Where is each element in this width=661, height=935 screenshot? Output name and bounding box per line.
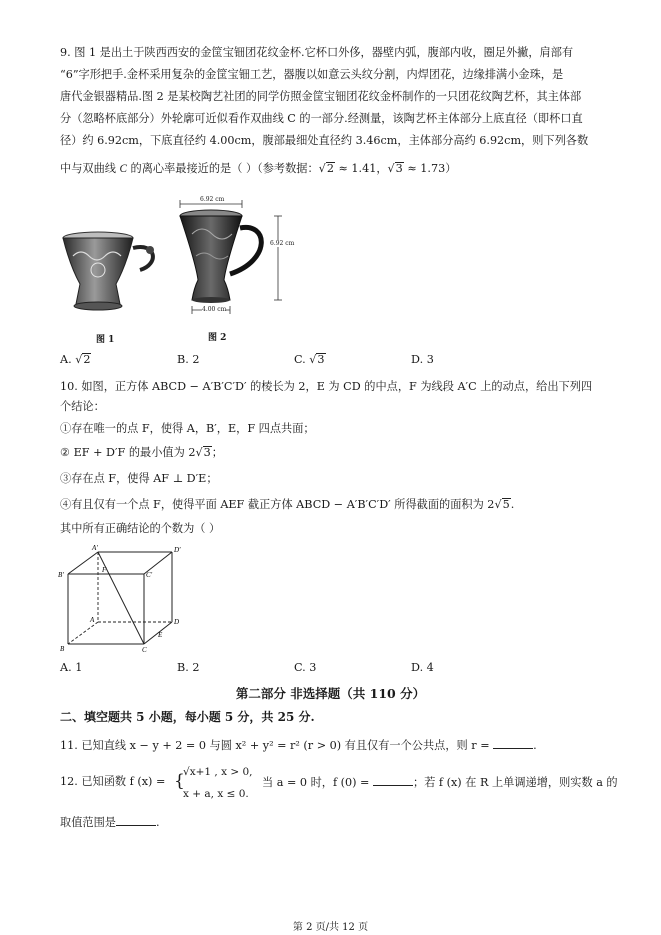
dimension-top: 6.92 cm xyxy=(200,196,225,203)
q10-option-a: A. 1 xyxy=(60,661,83,674)
gold-cup-photo-figure-1 xyxy=(58,226,170,336)
q12-line-2: 取值范围是 . xyxy=(60,816,160,829)
q10-statement-2: ② EF + D′F 的最小值为 2√3； xyxy=(60,446,223,459)
page-footer: 第 2 页/共 12 页 xyxy=(292,922,369,933)
cube-figure xyxy=(58,544,188,654)
label-d1: D′ xyxy=(174,546,181,554)
q12-answer-blank-1[interactable] xyxy=(373,775,413,786)
q10-statement-3: ③存在点 F，使得 AF ⊥ D′E； xyxy=(60,472,218,485)
edge-ab xyxy=(68,622,98,644)
figure-2-caption: 图 2 xyxy=(208,333,227,343)
edge-b1a1 xyxy=(68,552,98,574)
label-b: B xyxy=(60,645,65,653)
part2-title: 第二部分 非选择题（共 110 分） xyxy=(235,686,426,701)
label-c1: C′ xyxy=(146,571,153,579)
q10-statement-4: ④有且仅有一个点 F，使得平面 AEF 截正方体 ABCD − A′B′C′D′ 所得截面的面积为 2√5. xyxy=(60,498,515,511)
label-d: D xyxy=(174,618,180,626)
label-a: A xyxy=(90,616,95,624)
q12-answer-blank-2[interactable] xyxy=(116,815,156,826)
q11-text: 11. 已知直线 x − y + 2 = 0 与圆 x² + y² = r² (r > 0) 有且仅有一个公共点，则 r = . xyxy=(60,739,537,752)
q10-option-b: B. 2 xyxy=(177,661,200,674)
q9-line-4: 分（忽略杯底部分）外轮廓可近似看作双曲线 C 的一部分.经测量，该陶艺杯主体部分上底直径（即杯口直 xyxy=(60,112,583,125)
q10-option-d: D. 4 xyxy=(411,661,434,674)
q12-text: 12. 已知函数 f (x) = xyxy=(60,775,166,788)
q12-case-2: x + a, x ≤ 0. xyxy=(183,788,249,800)
dimension-bottom: 4.00 cm xyxy=(202,306,227,313)
q9-option-d: D. 3 xyxy=(411,353,434,366)
q9-line-2: “6”字形把手.金杯采用复杂的金筐宝钿工艺，器腹以如意云头纹分割，内焊团花，边缘排满小金珠，是 xyxy=(60,68,564,81)
q9-option-a: A. √2 xyxy=(60,353,91,366)
label-a1: A′ xyxy=(92,544,98,552)
dimension-right: 6.92 cm xyxy=(270,240,295,247)
q9-line-5: 径）约 6.92cm，下底直径约 4.00cm，腹部最细处直径约 3.46cm，主体部分高约 6.92cm，则下列各数 xyxy=(60,134,589,147)
label-c: C xyxy=(142,646,147,654)
label-f: F xyxy=(102,566,107,574)
q11-answer-blank[interactable] xyxy=(493,738,533,749)
q9-option-b: B. 2 xyxy=(177,353,200,366)
section2-title: 二、填空题共 5 小题，每小题 5 分，共 25 分. xyxy=(60,710,315,724)
q12-case-1: √x+1 , x > 0, xyxy=(183,766,253,778)
figure-1-caption: 图 1 xyxy=(96,335,115,345)
q9-line-3: 唐代金银器精品.图 2 是某校陶艺社团的同学仿照金筐宝钿团花纹金杯制作的一只团花纹陶艺杯，其主体部 xyxy=(60,90,582,103)
q12-middle: 当 a = 0 时，f (0) = ；若 f (x) 在 R 上单调递增，则实数 a 的 xyxy=(262,776,618,789)
q9-line-1: 9. 图 1 是出土于陕西西安的金筐宝钿团花纹金杯.它杯口外侈，器壁内弧，腹部内收，圈足外撇，肩部有 xyxy=(60,46,574,59)
q12-brace: { xyxy=(174,771,185,791)
q10-line-1: 10. 如图，正方体 ABCD − A′B′C′D′ 的棱长为 2，E 为 CD 的中点，F 为线段 A′C 上的动点，给出下列四 xyxy=(60,380,593,393)
q10-line-2: 个结论： xyxy=(60,400,105,413)
ceramic-cup-figure-2 xyxy=(172,194,300,334)
q10-question: 其中所有正确结论的个数为（ ） xyxy=(60,522,221,535)
q9-line-6: 中与双曲线 C 的离心率最接近的是（ ）（参考数据：√2 ≈ 1.41，√3 ≈ 1.73） xyxy=(60,162,457,175)
q10-statement-1: ①存在唯一的点 F，使得 A，B′，E，F 四点共面； xyxy=(60,422,315,435)
label-e: E xyxy=(158,631,163,639)
q10-option-c: C. 3 xyxy=(294,661,317,674)
label-b1: B′ xyxy=(58,571,64,579)
q9-option-c: C. √3 xyxy=(294,353,325,366)
